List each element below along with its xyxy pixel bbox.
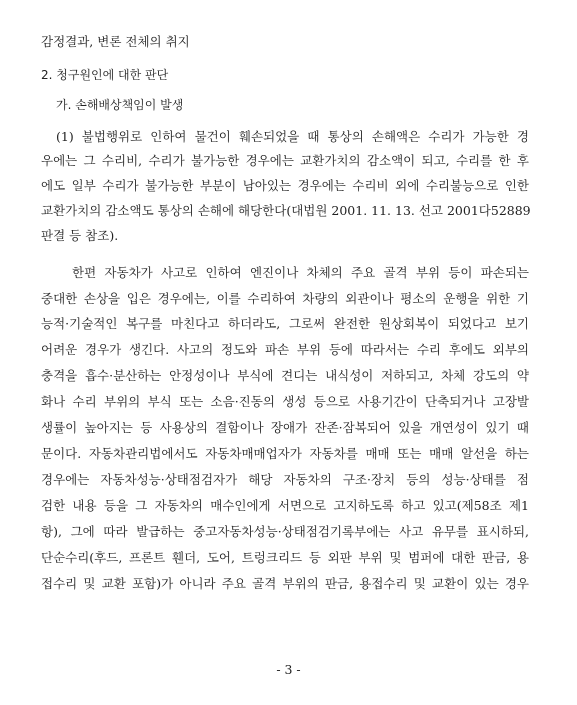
paragraph-2-line: 중대한 손상을 입은 경우에는, 이를 수리하여 차량의 외관이나 평소의 운행을 위한 기 — [41, 291, 529, 306]
paragraph-2-line: 검한 내용 등을 그 자동차의 매수인에게 서면으로 고지하도록 하고 있고(제58조 제1 — [41, 498, 529, 513]
paragraph-1-line: 교환가치의 감소액도 통상의 손해에 해당한다(대법원 2001. 11. 13. 선고 2001다52889 — [41, 203, 531, 218]
paragraph-1-line: 판결 등 참조). — [41, 228, 119, 243]
paragraph-2-line: 항), 그에 따라 발급하는 중고자동차성능·상태점검기록부에는 사고 유무를 표시하되, — [41, 524, 529, 539]
intro-line: 감정결과, 변론 전체의 취지 — [41, 34, 190, 49]
paragraph-2-line: 어려운 경우가 생긴다. 사고의 정도와 파손 부위 등에 따라서는 수리 후에도 외부의 — [41, 342, 529, 357]
paragraph-2-line: 충격을 흡수·분산하는 안정성이나 부식에 견디는 내식성이 저하되고, 차체 강도의 약 — [41, 368, 529, 383]
paragraph-2-line: 한편 자동차가 사고로 인하여 엔진이나 차체의 주요 골격 부위 등이 파손되는 — [72, 265, 529, 280]
paragraph-2-line: 능적·기술적인 복구를 마친다고 하더라도, 그로써 완전한 원상회복이 되었다고 보기 — [41, 316, 529, 331]
paragraph-1-line: (1) 불법행위로 인하여 물건이 훼손되었을 때 통상의 손해액은 수리가 가능한 경 — [56, 129, 529, 144]
paragraph-2-line: 문이다. 자동차관리법에서도 자동차매매업자가 자동차를 매매 또는 매매 알선을 하는 — [41, 446, 529, 461]
subsection-heading: 가. 손해배상책임이 발생 — [56, 98, 184, 112]
section-heading: 2. 청구원인에 대한 판단 — [41, 68, 169, 82]
paragraph-1-line: 우에는 그 수리비, 수리가 불가능한 경우에는 교환가치의 감소액이 되고, 수리를 한 후 — [41, 153, 529, 168]
paragraph-2-line: 단순수리(후드, 프론트 휀더, 도어, 트렁크리드 등 외판 부위 및 범퍼에 대한 판금, 용 — [41, 550, 529, 565]
page-number: - 3 - — [276, 662, 301, 677]
paragraph-2-line: 접수리 및 교환 포함)가 아니라 주요 골격 부위의 판금, 용접수리 및 교환이 있는 경우 — [41, 576, 529, 591]
paragraph-1-line: 에도 일부 수리가 불가능한 부분이 남아있는 경우에는 수리비 외에 수리불능으로 인한 — [41, 178, 529, 193]
paragraph-2-line: 생률이 높아지는 등 사용상의 결함이나 장애가 잔존·잠복되어 있을 개연성이 있기 때 — [41, 420, 529, 435]
paragraph-2-line: 화나 수리 부위의 부식 또는 소음·진동의 생성 등으로 사용기간이 단축되거나 고장발 — [41, 394, 529, 409]
paragraph-2-line: 경우에는 자동차성능·상태점검자가 해당 자동차의 구조·장치 등의 성능·상태를 점 — [41, 472, 529, 487]
